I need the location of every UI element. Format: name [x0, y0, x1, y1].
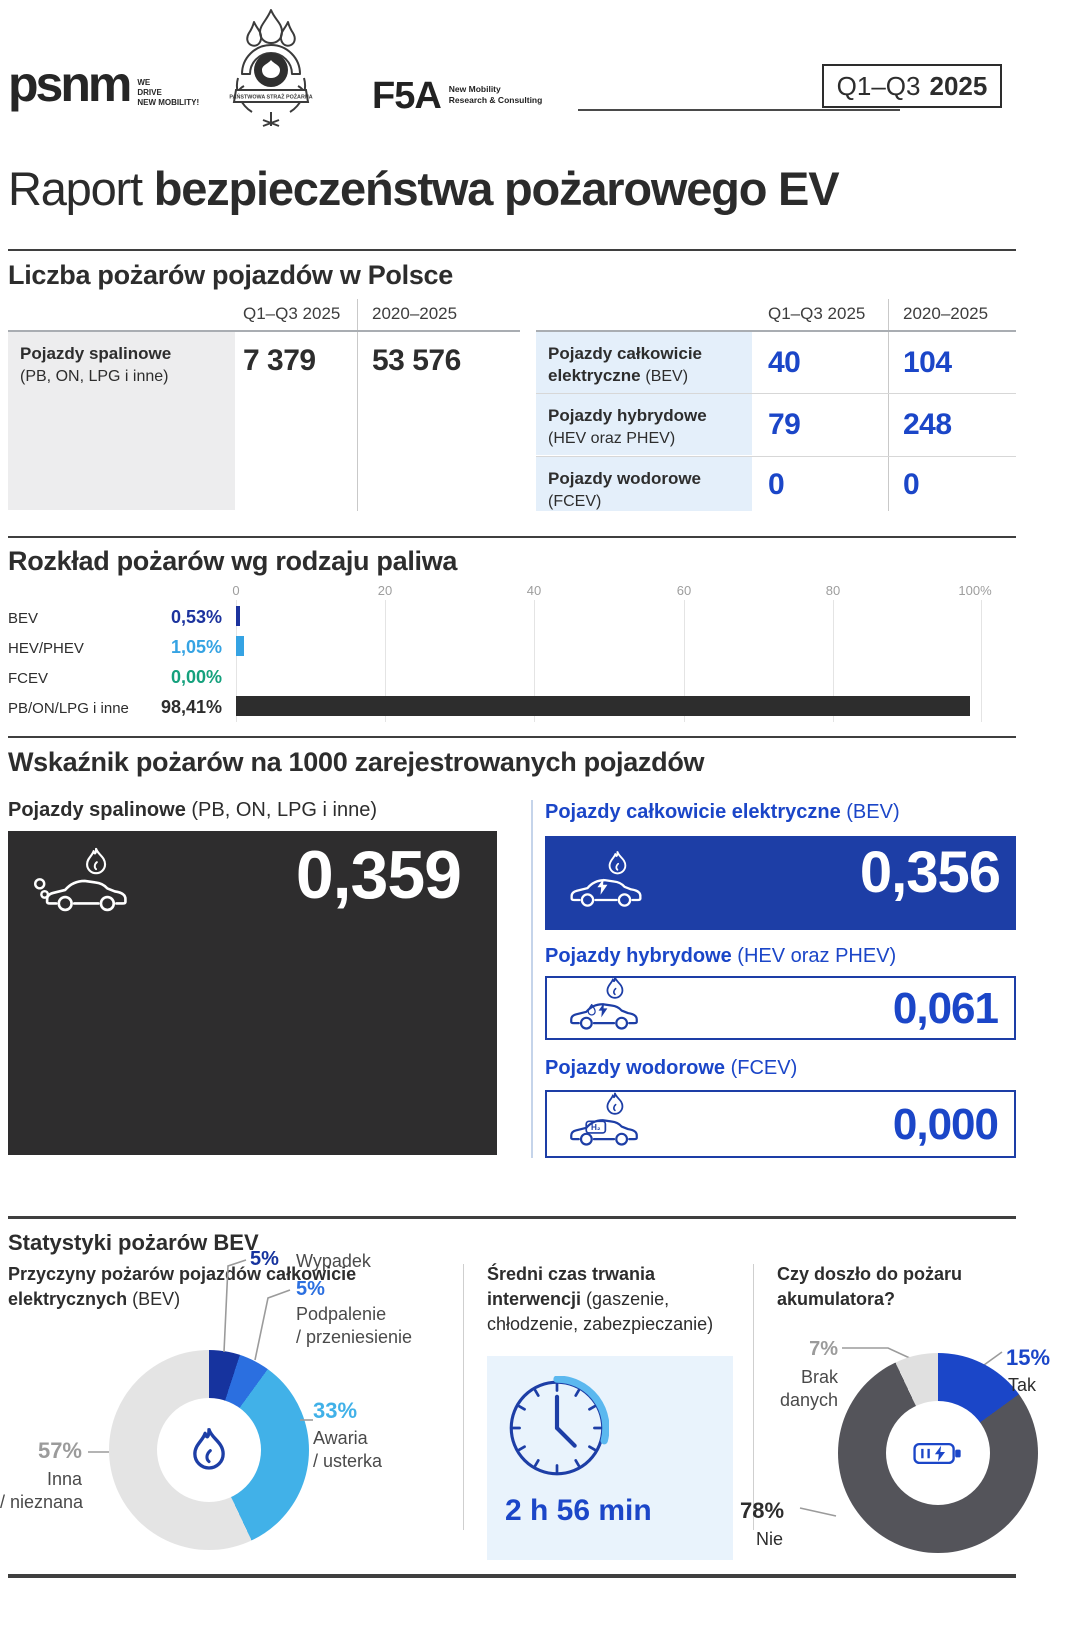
slice-label-tak: Tak: [1008, 1375, 1037, 1395]
cell-value: 40: [768, 346, 801, 379]
stats-column-divider: [753, 1264, 754, 1530]
row-note: (BEV): [645, 368, 689, 386]
header-divider-line: [578, 109, 900, 111]
bev-rate-card: [545, 836, 1016, 930]
hydrogen-card-title: [545, 1056, 797, 1080]
row-note: (FCEV): [548, 493, 602, 511]
cell-value: 0: [903, 468, 920, 501]
bar-category-label: BEV: [8, 610, 39, 627]
cell-value: 104: [903, 346, 952, 379]
intervention-title-line1: Średni czas trwania: [487, 1264, 656, 1284]
section-divider: [8, 1216, 1016, 1219]
bar-value-label: 0,00%: [170, 667, 222, 687]
x-tick: 20: [377, 583, 393, 598]
hybrid-car-fire-icon: [563, 970, 645, 1042]
f5a-logo: [372, 75, 543, 117]
page-title-light: Raport: [8, 162, 142, 215]
cell-value: 7 379: [243, 344, 316, 377]
period-badge: [822, 64, 1002, 108]
stats-column-divider: [463, 1264, 464, 1530]
x-tick: 100%: [958, 583, 992, 598]
causes-donut-chart: [109, 1350, 309, 1550]
stats-section-heading: Statystyki pożarów BEV: [8, 1230, 259, 1255]
period-prefix: Q1–Q3: [836, 70, 921, 101]
psnm-tagline-line: WE: [137, 78, 151, 87]
right-table-col-header-2: 2020–2025: [903, 304, 989, 323]
cell-value: 248: [903, 408, 952, 441]
card-title-note: (BEV): [846, 801, 900, 823]
intervention-title-line3: chłodzenie, zabezpieczanie): [487, 1313, 714, 1334]
row-note: (HEV oraz PHEV): [548, 430, 676, 448]
combustion-rate-card: [8, 831, 497, 1155]
section-divider: [8, 736, 1016, 738]
table-row: [8, 332, 235, 510]
slice-label-brak: Brak: [800, 1367, 838, 1387]
right-table-col-header-1: Q1–Q3 2025: [768, 304, 866, 323]
bar-category-label: PB/ON/LPG i inne: [8, 700, 129, 717]
psnm-tagline: [137, 78, 199, 108]
intervention-panel: [487, 1356, 733, 1560]
battery-title: [777, 1262, 962, 1312]
flame-icon: [191, 1428, 227, 1472]
row-note: (PB, ON, LPG i inne): [20, 368, 169, 386]
x-tick: 80: [825, 583, 841, 598]
bar-category-label: HEV/PHEV: [8, 640, 84, 657]
row-label: Pojazdy wodorowe: [548, 469, 702, 488]
cell-value: 0: [768, 468, 785, 501]
slice-pct-nie: 78%: [740, 1498, 785, 1523]
intervention-title-note: (gaszenie,: [586, 1288, 670, 1309]
slice-label-brak-2: danych: [779, 1390, 838, 1410]
causes-donut-hole: [157, 1398, 261, 1502]
combustion-card-title: [8, 798, 377, 822]
gridline: [981, 600, 982, 722]
card-title-bold: Pojazdy hybrydowe: [545, 945, 732, 967]
fires-section-heading: Liczba pożarów pojazdów w Polsce: [8, 260, 453, 290]
row-label: Pojazdy spalinowe: [20, 344, 172, 363]
bar-value-label: 0,53%: [170, 607, 222, 627]
hybrid-rate-value: 0,061: [892, 984, 998, 1033]
slice-pct-inna: 57%: [37, 1438, 82, 1463]
bar-hev-phev: [236, 636, 244, 656]
slice-label-podpalenie-2: / przeniesienie: [296, 1327, 413, 1347]
intervention-title-bold: interwencji: [487, 1288, 582, 1309]
psnm-tagline-line: NEW MOBILITY!: [137, 98, 200, 107]
slice-pct-awaria: 33%: [313, 1398, 358, 1423]
f5a-tagline: [449, 84, 543, 106]
f5a-tagline-line: New Mobility: [448, 84, 501, 94]
slice-pct-wypadek: 5%: [250, 1248, 279, 1270]
card-title-note: (PB, ON, LPG i inne): [191, 799, 378, 821]
hydrogen-rate-value: 0,000: [892, 1100, 998, 1149]
x-tick: 40: [526, 583, 542, 598]
rate-section-heading: Wskaźnik pożarów na 1000 zarejestrowanych pojazdów: [8, 747, 705, 777]
page-title-bold: bezpieczeństwa pożarowego EV: [153, 162, 839, 215]
bar-category-label: FCEV: [8, 670, 49, 687]
slice-label-inna: Inna: [46, 1469, 82, 1489]
psnm-tagline-line: DRIVE: [137, 88, 162, 97]
clock-icon: [505, 1376, 609, 1480]
x-tick: 60: [676, 583, 692, 598]
battery-donut-hole: [886, 1401, 990, 1505]
x-tick: 0: [232, 583, 240, 598]
card-title-note: (HEV oraz PHEV): [737, 945, 897, 967]
card-title-bold: Pojazdy wodorowe: [545, 1057, 726, 1079]
table-row: [536, 332, 752, 393]
hybrid-rate-card: [545, 976, 1016, 1040]
section-divider: [8, 249, 1016, 251]
bar-value-label: 98,41%: [160, 697, 222, 717]
slice-pct-tak: 15%: [1006, 1345, 1051, 1370]
f5a-logo-text: F5A: [372, 75, 441, 117]
slice-label-awaria-2: / usterka: [313, 1451, 383, 1471]
page-title: [8, 162, 838, 216]
bar-value-label: 1,05%: [170, 637, 222, 657]
card-title-bold: Pojazdy spalinowe: [8, 799, 186, 821]
slice-pct-brak: 7%: [809, 1338, 838, 1360]
slice-label-inna-2: / nieznana: [0, 1492, 84, 1512]
left-table-col-header-1: Q1–Q3 2025: [243, 304, 341, 323]
bev-card-title: [545, 800, 900, 824]
leader-line: [800, 1508, 836, 1516]
battery-title-line1: Czy doszło do pożaru: [777, 1264, 963, 1284]
hydrogen-car-fire-icon: [563, 1086, 645, 1158]
distribution-section-heading: Rozkład pożarów wg rodzaju paliwa: [8, 546, 458, 576]
rate-column-divider: [531, 800, 533, 1158]
intervention-duration: 2 h 56 min: [505, 1494, 652, 1527]
f5a-tagline-line: Research & Consulting: [448, 95, 543, 106]
bev-rate-value: 0,356: [859, 840, 1000, 905]
causes-title-bold: elektrycznych: [8, 1288, 128, 1309]
combustion-car-fire-icon: [34, 847, 132, 919]
hydrogen-rate-card: [545, 1090, 1016, 1158]
table-row: [536, 457, 752, 511]
left-table-col-header-2: 2020–2025: [372, 304, 458, 323]
card-title-note: (FCEV): [730, 1057, 798, 1079]
period-year: 2025: [929, 70, 988, 101]
leader-line: [984, 1352, 1002, 1365]
fuel-distribution-plot: [236, 600, 982, 722]
slice-label-nie: Nie: [756, 1529, 784, 1549]
causes-title-line: Przyczyny pożarów pojazdów całkowicie: [8, 1264, 357, 1284]
slice-pct-podpalenie: 5%: [296, 1278, 325, 1300]
cell-value: 53 576: [372, 344, 461, 377]
table-row: [536, 394, 752, 455]
ev-car-fire-icon: [563, 850, 649, 914]
psnm-logo-text: psnm: [8, 56, 130, 112]
card-title-bold: Pojazdy całkowicie elektryczne: [545, 801, 841, 823]
emblem-ribbon-text: PAŃSTWOWA STRAŻ POŻARNA: [229, 94, 313, 101]
battery-title-line2: akumulatora?: [777, 1288, 896, 1309]
combustion-rate-value: 0,359: [295, 837, 461, 913]
slice-label-awaria: Awaria: [313, 1428, 368, 1448]
cell-value: 79: [768, 408, 801, 441]
psnm-logo: [8, 56, 200, 112]
bar-bev: [236, 606, 240, 626]
slice-label-wypadek: Wypadek: [296, 1251, 371, 1271]
fire-brigade-emblem: [228, 8, 314, 132]
svg-text:H₂: H₂: [591, 1123, 601, 1133]
battery-icon: [913, 1440, 963, 1467]
slice-label-podpalenie: Podpalenie: [296, 1304, 387, 1324]
bar-combustion: [236, 696, 970, 716]
hybrid-card-title: [545, 944, 896, 968]
intervention-title: [487, 1262, 713, 1336]
row-label: Pojazdy całkowicie elektryczne: [548, 344, 703, 386]
causes-title-note: (BEV): [132, 1288, 181, 1309]
row-label: Pojazdy hybrydowe: [548, 406, 707, 425]
footer-bar: [8, 1574, 1016, 1578]
section-divider: [8, 536, 1016, 538]
